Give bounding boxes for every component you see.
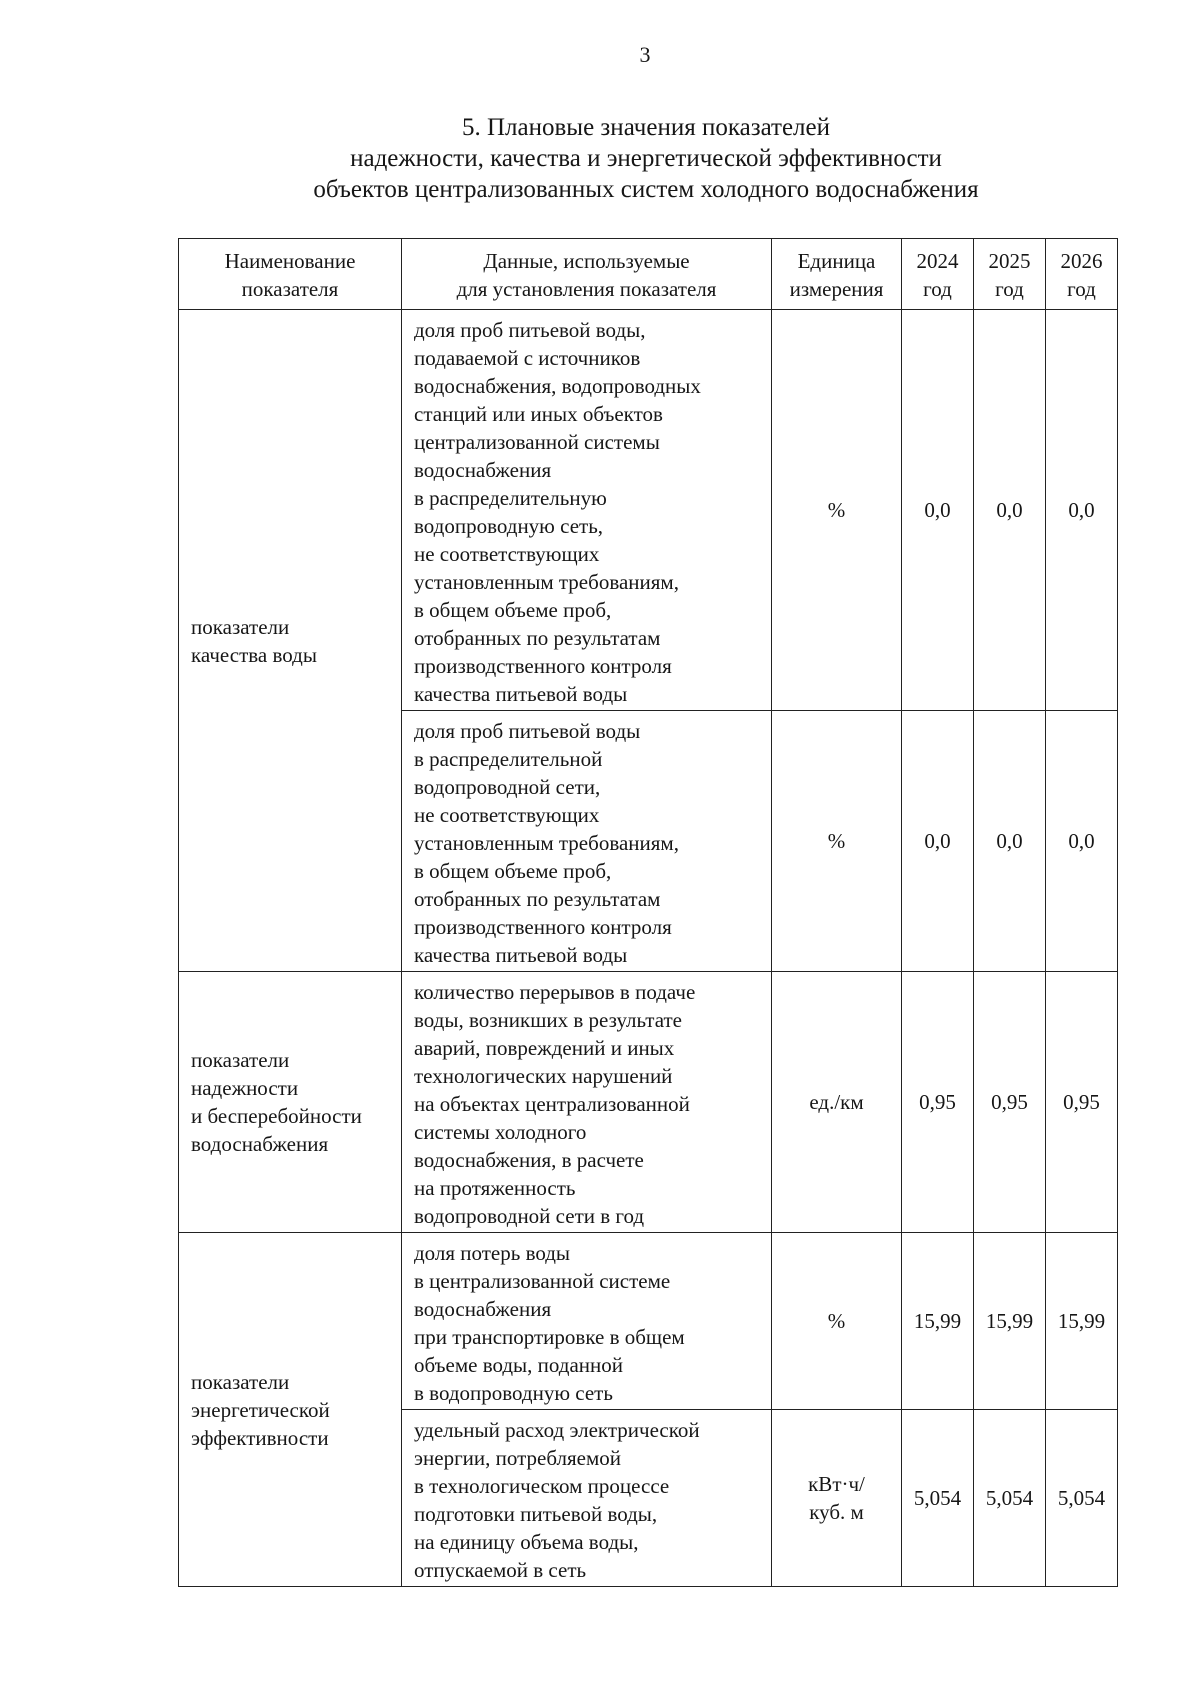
title-line: 5. Плановые значения показателей	[461, 114, 831, 141]
cell-text-line: водоснабжения	[414, 458, 552, 482]
cell-text-line: доля проб питьевой воды	[414, 719, 641, 743]
header-text: измерения	[789, 277, 884, 301]
header-data	[402, 239, 772, 310]
cell-text-line: в общем объеме проб,	[414, 598, 612, 622]
cell-text-line: производственного контроля	[414, 915, 672, 939]
cell-text-line: технологических нарушений	[414, 1064, 673, 1088]
cell-text-line: производственного контроля	[414, 654, 672, 678]
cell-text-line: водоснабжения	[191, 1132, 329, 1156]
cell-text-line: доля проб питьевой воды,	[414, 318, 646, 342]
indicators-table	[178, 238, 1118, 1587]
table-row	[179, 1233, 1118, 1410]
cell-text-line: качества питьевой воды	[414, 943, 628, 967]
indicator-name-cell	[179, 310, 402, 972]
value-2026: 0,0	[1046, 310, 1118, 711]
value-2025: 5,054	[974, 1410, 1046, 1587]
header-text: для установления показателя	[456, 277, 717, 301]
title-line: объектов централизованных систем холодного водоснабжения	[313, 176, 979, 203]
value-2026: 0,95	[1046, 972, 1118, 1233]
header-text: Наименование	[224, 249, 356, 273]
cell-text-line: подготовки питьевой воды,	[414, 1502, 658, 1526]
cell-text-line: надежности	[191, 1076, 299, 1100]
cell-text-line: при транспортировке в общем	[414, 1325, 685, 1349]
cell-text-line: водопроводную сеть,	[414, 514, 604, 538]
unit-cell	[772, 310, 902, 711]
value-2026: 0,0	[1046, 711, 1118, 972]
cell-text-line: не соответствующих	[414, 803, 600, 827]
cell-text-line: в распределительную	[414, 486, 607, 510]
cell-text-line: показатели	[191, 1048, 290, 1072]
cell-text-line: в общем объеме проб,	[414, 859, 612, 883]
cell-text-line: количество перерывов в подаче	[414, 980, 696, 1004]
value-2026: 15,99	[1046, 1233, 1118, 1410]
cell-text-line: на объектах централизованной	[414, 1092, 690, 1116]
cell-text-line: показатели	[191, 614, 290, 639]
cell-text-line: водопроводной сети,	[414, 775, 601, 799]
indicator-data-cell	[402, 711, 772, 972]
cell-text-line: куб. м	[809, 1500, 864, 1524]
cell-text-line: водоснабжения, в расчете	[414, 1148, 644, 1172]
cell-text-line: отобранных по результатам	[414, 626, 661, 650]
value-2024: 0,0	[902, 711, 974, 972]
cell-text-line: водоснабжения	[414, 1297, 552, 1321]
unit-text: ед./км	[809, 1090, 864, 1114]
cell-text-line: в централизованной системе	[414, 1269, 671, 1293]
indicator-data-cell	[402, 972, 772, 1233]
value-2025: 0,0	[974, 310, 1046, 711]
indicator-name-cell	[179, 1233, 402, 1587]
value-2025: 15,99	[974, 1233, 1046, 1410]
indicator-data-cell	[402, 310, 772, 711]
value-2024: 0,0	[902, 310, 974, 711]
title-line: надежности, качества и энергетической эффективности	[350, 145, 942, 172]
unit-cell	[772, 1410, 902, 1587]
header-2025	[974, 239, 1046, 310]
header-2026	[1046, 239, 1118, 310]
unit-cell	[772, 711, 902, 972]
header-2024	[902, 239, 974, 310]
table-row	[179, 972, 1118, 1233]
indicator-name-cell	[179, 972, 402, 1233]
document-title	[176, 112, 1116, 205]
value-2024: 0,95	[902, 972, 974, 1233]
unit-text: %	[827, 829, 846, 853]
cell-text-line: доля потерь воды	[414, 1241, 571, 1265]
cell-text-line: системы холодного	[414, 1120, 587, 1144]
indicator-data-cell	[402, 1233, 772, 1410]
cell-text-line: объеме воды, поданной	[414, 1353, 624, 1377]
cell-text-line: на единицу объема воды,	[414, 1530, 639, 1554]
cell-text-line: аварий, повреждений и иных	[414, 1036, 675, 1060]
header-text: год	[1067, 277, 1096, 301]
cell-text-line: удельный расход электрической	[414, 1418, 700, 1442]
cell-text-line: энергии, потребляемой	[414, 1446, 622, 1470]
cell-text-line: в распределительной	[414, 747, 603, 771]
unit-text: %	[827, 1309, 846, 1333]
table-body	[179, 310, 1118, 1587]
cell-text-line: в водопроводную сеть	[414, 1381, 613, 1405]
cell-text-line: не соответствующих	[414, 542, 600, 566]
table-header-row	[179, 239, 1118, 310]
unit-cell	[772, 1233, 902, 1410]
header-text: показателя	[241, 277, 339, 301]
cell-text-line: в технологическом процессе	[414, 1474, 670, 1498]
header-text: год	[995, 277, 1024, 301]
unit-cell	[772, 972, 902, 1233]
cell-text-line: качества воды	[191, 642, 317, 667]
value-2024: 15,99	[902, 1233, 974, 1410]
value-2025: 0,0	[974, 711, 1046, 972]
page-number: 3	[639, 42, 651, 67]
cell-text-line: установленным требованиям,	[414, 831, 679, 855]
value-2025: 0,95	[974, 972, 1046, 1233]
cell-text-line: энергетической	[191, 1397, 330, 1422]
header-text: 2024	[916, 249, 959, 273]
cell-text-line: воды, возникших в результате	[414, 1008, 683, 1032]
value-2024: 5,054	[902, 1410, 974, 1587]
header-text: Единица	[797, 249, 876, 273]
value-2026: 5,054	[1046, 1410, 1118, 1587]
cell-text-line: отпускаемой в сеть	[414, 1558, 587, 1582]
cell-text-line: показатели	[191, 1369, 290, 1394]
cell-text-line: станций или иных объектов	[414, 402, 663, 426]
header-text: Данные, используемые	[483, 249, 690, 273]
header-name	[179, 239, 402, 310]
header-text: 2025	[988, 249, 1031, 273]
cell-text-line: подаваемой с источников	[414, 346, 641, 370]
cell-text-line: отобранных по результатам	[414, 887, 661, 911]
cell-text-line: и бесперебойности	[191, 1104, 362, 1128]
header-text: 2026	[1060, 249, 1103, 273]
header-text: год	[923, 277, 952, 301]
indicator-data-cell	[402, 1410, 772, 1587]
cell-text-line: водопроводной сети в год	[414, 1204, 645, 1228]
cell-text-line: качества питьевой воды	[414, 682, 628, 706]
unit-text: %	[827, 498, 846, 522]
cell-text-line: водоснабжения, водопроводных	[414, 374, 701, 398]
cell-text-line: эффективности	[191, 1425, 329, 1450]
cell-text-line: на протяженность	[414, 1176, 576, 1200]
cell-text-line: установленным требованиям,	[414, 570, 679, 594]
cell-text-line: централизованной системы	[414, 430, 660, 454]
table-row	[179, 310, 1118, 711]
cell-text-line: кВт·ч/	[808, 1472, 865, 1496]
header-unit	[772, 239, 902, 310]
